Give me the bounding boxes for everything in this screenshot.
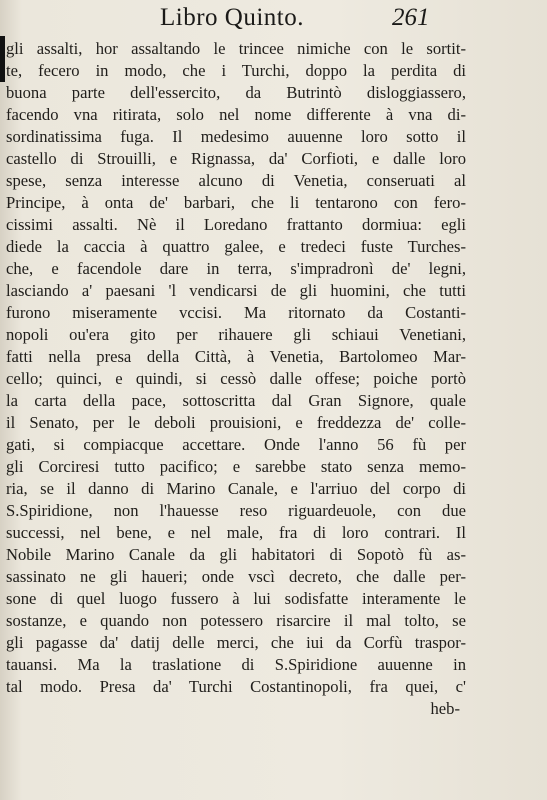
text-line: furono miseramente vccisi. Ma ritornato da Costanti- [6,303,466,322]
page-header [0,4,547,38]
text-line: te, fecero in modo, che i Turchi, doppo la perdita di [6,61,466,80]
text-line: spese, senza interesse alcuno di Venetia, conseruati al [6,171,466,190]
text-line: cello; quinci, e quindi, si cessò dalle offese; poiche portò [6,369,466,388]
running-title: Libro Quinto. [160,4,304,31]
text-line: tauansi. Ma la traslatione di S.Spiridione auuenne in [6,655,466,674]
text-line: fatti nella presa della Città, à Venetia, Bartolomeo Mar- [6,347,466,366]
text-line: tal modo. Presa da' Turchi Costantinopoli, fra quei, c' [6,677,466,696]
text-line: sostanze, e quando non potessero risarcire il mal tolto, se [6,611,466,630]
text-line: che, e facendole dare in terra, s'impradronì de' legni, [6,259,466,278]
text-line: diede la caccia à quattro galee, e tredeci fuste Turches- [6,237,466,256]
text-line: S.Spiridione, non l'hauesse reso riguardeuole, con due [6,501,466,520]
text-line: sordinatissima fuga. Il medesimo auuenne loro sotto il [6,127,466,146]
text-line: successi, nel bene, e nel male, fra di loro contrari. Il [6,523,466,542]
text-line: buona parte dell'essercito, da Butrintò disloggiassero, [6,83,466,102]
text-line: Nobile Marino Canale da gli habitatori di Sopotò fù as- [6,545,466,564]
text-line: sone di quel luogo fussero à lui sodisfatte interamente le [6,589,466,608]
text-line: nopoli ou'era gito per rihauere gli schiaui Venetiani, [6,325,466,344]
text-line: gli assalti, hor assaltando le trincee nimiche con le sortit- [6,39,466,58]
text-line: cissimi assalti. Nè il Loredano frattanto dormiua: egli [6,215,466,234]
text-line: la carta della pace, sottoscritta dal Gran Signore, quale [6,391,466,410]
text-line: gli Corciresi tutto pacifico; e sarebbe stato senza memo- [6,457,466,476]
page-number: 261 [392,4,430,31]
text-line: lasciando a' paesani 'l vendicarsi de gli huomini, che tutti [6,281,466,300]
text-line: il Senato, per le deboli prouisioni, e freddezza de' colle- [6,413,466,432]
catchword: heb- [430,699,460,718]
text-line: facendo vna ritirata, solo nel nome differente à vna di- [6,105,466,124]
scan-edge-mark [0,36,5,82]
text-line: gli pagasse da' datij delle merci, che iui da Corfù traspor- [6,633,466,652]
text-line: sassinato ne gli haueri; onde vscì decreto, che dalle per- [6,567,466,586]
text-line: ria, se il danno di Marino Canale, e l'arriuo del corpo di [6,479,466,498]
text-line: Principe, à onta de' barbari, che li tentarono con fero- [6,193,466,212]
text-line: castello di Strouilli, e Rignassa, da' Corfioti, e dalle loro [6,149,466,168]
text-line: gati, si compiacque accettare. Onde l'anno 56 fù per [6,435,466,454]
